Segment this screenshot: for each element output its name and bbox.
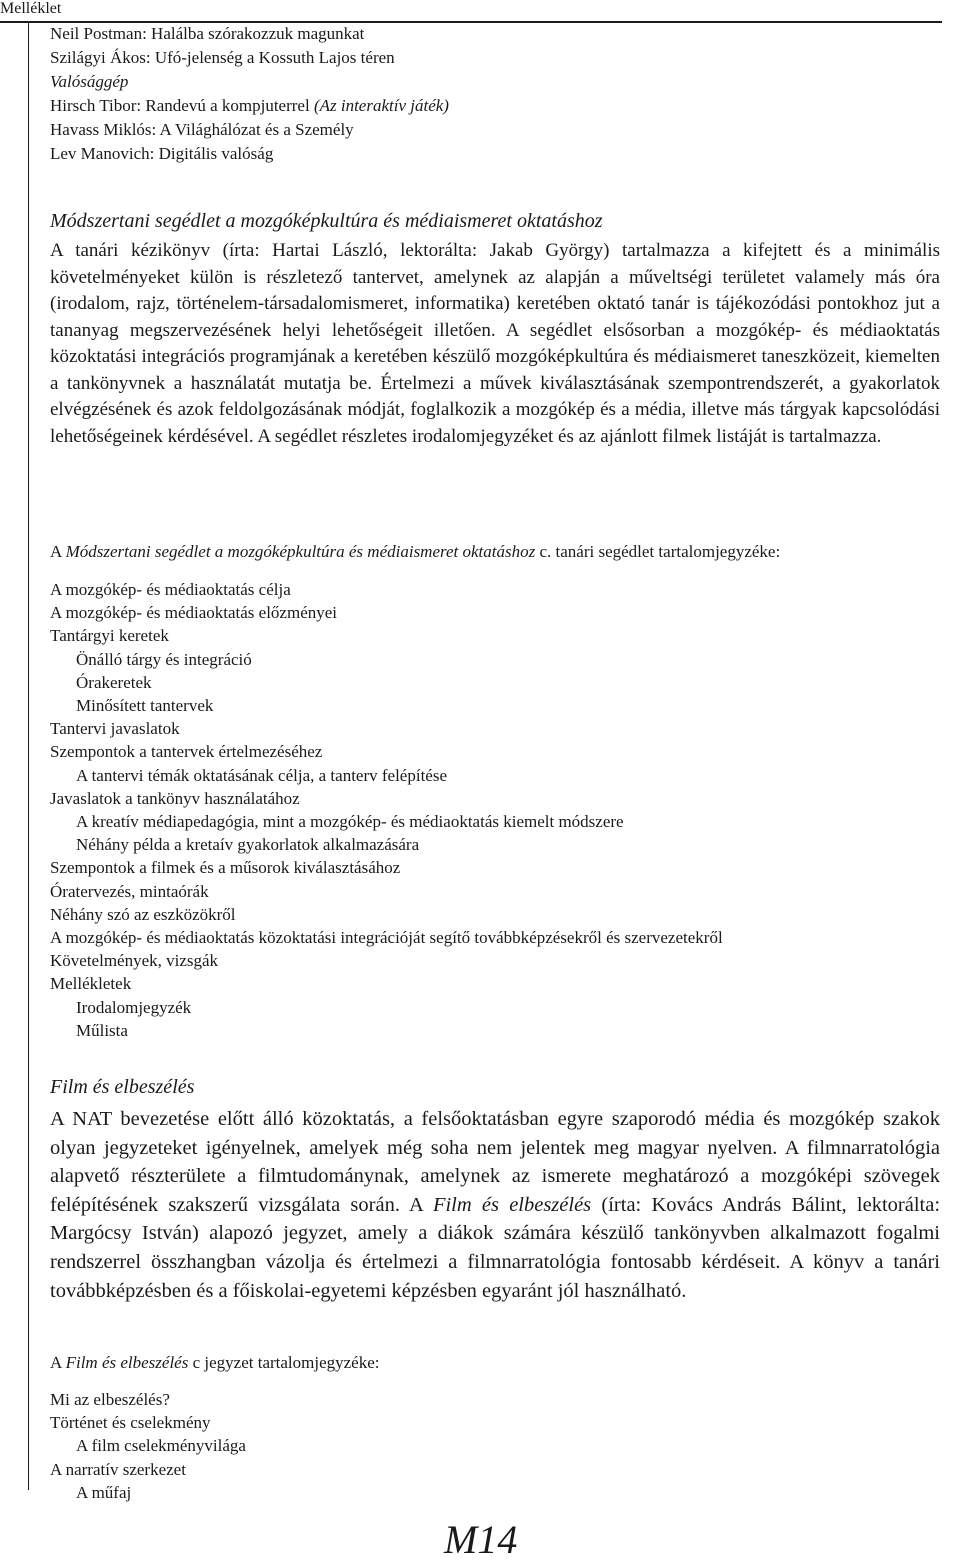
- methodology-paragraph: A tanári kézikönyv (írta: Hartai László, lektorálta: Jakab György) tartalmazza a kifejtett és a minimális követelményeket külön is részletező tantervet, amelynek az alapján a műveltségi területet valamely más óra (irodalom, rajz, történelem-társadalomismeret, informatika) keretében oktató tanár is tájékozódási pontokhoz jut a tananyag megszervezésének helyi lehetőségeit illetően. A segédlet elsősorban a mozgókép- és médiaoktatás közoktatási integrációs programjának a keretében készülő mozgóképkultúra és médiaismeret taneszközeit, kiemelten a tankönyvnek a használatát mutatja be. Értelmezi a művek kiválasztásának szempontrendszerét, a gyakorlatok elvégzésének és azok feldolgozásának módját, foglalkozik a mozgókép és a média, illetve más tárgyak kapcsolódási lehetőségeinek kérdésével. A segédlet részletes irodalomjegyzéket és az ajánlott filmek listáját is tartalmazza.: [50, 240, 940, 447]
- toc-item: Önálló tárgy és integráció: [76, 649, 252, 669]
- reference-list: [50, 22, 449, 166]
- toc-item: Néhány szó az eszközökről: [50, 904, 236, 924]
- toc-intro-text: Módszertani segédlet a mozgóképkultúra és médiaismeret oktatáshoz: [65, 542, 536, 561]
- toc-intro-text: c. tanári segédlet tartalomjegyzéke:: [535, 542, 781, 561]
- film-paragraph: [50, 1105, 940, 1305]
- toc-item: Órakeretek: [76, 672, 152, 692]
- toc-item: Néhány példa a kretaív gyakorlatok alkalmazására: [76, 835, 420, 855]
- toc-item: A műfaj: [76, 1482, 132, 1502]
- toc-item: A tantervi témák oktatásának célja, a tanterv felépítése: [76, 765, 447, 785]
- film-toc: [50, 1388, 246, 1504]
- toc-item: Óratervezés, mintaórák: [50, 881, 209, 901]
- reference-text: (Az interaktív játék): [313, 96, 449, 115]
- toc-item: A film cselekményvilága: [76, 1436, 246, 1456]
- toc-item: A kreatív médiapedagógia, mint a mozgókép- és médiaoktatás kiemelt módszere: [76, 812, 624, 832]
- toc-item: Tantervi javaslatok: [50, 719, 180, 739]
- reference-item: [50, 94, 449, 118]
- toc-item: Követelmények, vizsgák: [50, 951, 219, 971]
- reference-text: Szilágyi Ákos: Ufó-jelenség a Kossuth Lajos téren: [50, 48, 395, 67]
- toc-item: Mi az elbeszélés?: [50, 1390, 170, 1409]
- reference-item: [50, 70, 449, 94]
- reference-item: [50, 118, 449, 142]
- paragraph-text: Film és elbeszélés: [432, 1193, 592, 1216]
- reference-item: [50, 142, 449, 166]
- reference-text: Neil Postman: Halálba szórakozzuk magunkat: [50, 24, 365, 43]
- section-title-methodology: Módszertani segédlet a mozgóképkultúra és médiaismeret oktatáshoz: [50, 210, 603, 232]
- paragraph-text: A NAT bevezetése előtt álló közoktatás, a felsőoktatásban egyre szaporodó média és mozgókép szakok olyan jegyzeteket igényelnek, amelyek még soha nem jelentek meg magyar nyelven. A filmnarratológia alapvető részterülete a filmtudománynak, amelynek az ismerete meghatározó a mozgóképi szövegek felépítésének szakszerű vizsgálata során. A: [50, 1108, 940, 1216]
- paragraph-text: (írta: Kovács András Bálint, lektorálta: Margócsy István) alapozó jegyzet, amely a diákok számára készülő tankönyvben alkalmazott fogalmi rendszerrel összhangban vázolja és értelmezi a filmnarratológia fontosabb kérdéseit. A könyv a tanári továbbképzésben és a főiskolai-egyetemi képzésben egyaránt jól használható.: [50, 1193, 941, 1302]
- methodology-toc-intro: [50, 541, 780, 563]
- toc-item: A narratív szerkezet: [50, 1459, 186, 1479]
- toc-item: Szempontok a tantervek értelmezéséhez: [50, 742, 323, 762]
- reference-text: Hirsch Tibor: Randevú a kompjuterrel: [50, 96, 314, 115]
- reference-item: [50, 46, 449, 70]
- toc-intro-text: A: [50, 1353, 66, 1372]
- toc-item: Minősített tantervek: [76, 696, 214, 716]
- page-number: M14: [444, 1517, 518, 1562]
- toc-intro-text: A: [50, 542, 66, 561]
- reference-text: Havass Miklós: A Világhálózat és a Személy: [50, 120, 354, 139]
- reference-item: [50, 22, 449, 46]
- toc-item: A mozgókép- és médiaoktatás előzményei: [50, 603, 338, 623]
- methodology-toc: [50, 578, 723, 1042]
- toc-item: A mozgókép- és médiaoktatás közoktatási integrációját segítő továbbképzésekről és szervezetekről: [50, 928, 723, 948]
- film-toc-intro: [50, 1352, 380, 1374]
- toc-item: Javaslatok a tankönyv használatához: [50, 788, 300, 808]
- toc-item: Mellékletek: [50, 974, 132, 994]
- section-title-film: Film és elbeszélés: [50, 1076, 195, 1098]
- left-rule: [28, 22, 29, 1490]
- toc-item: Irodalomjegyzék: [76, 997, 192, 1017]
- toc-intro-text: c jegyzet tartalomjegyzéke:: [188, 1353, 380, 1372]
- reference-text: Lev Manovich: Digitális valóság: [50, 144, 274, 163]
- header-label: Melléklet: [0, 0, 62, 17]
- toc-item: Történet és cselekmény: [50, 1413, 211, 1433]
- toc-item: Szempontok a filmek és a műsorok kiválasztásához: [50, 858, 401, 878]
- toc-intro-text: Film és elbeszélés: [65, 1353, 189, 1372]
- toc-item: Tantárgyi keretek: [50, 626, 169, 646]
- reference-text: Valósággép: [50, 72, 129, 91]
- toc-item: Műlista: [76, 1020, 128, 1040]
- toc-item: A mozgókép- és médiaoktatás célja: [50, 580, 291, 599]
